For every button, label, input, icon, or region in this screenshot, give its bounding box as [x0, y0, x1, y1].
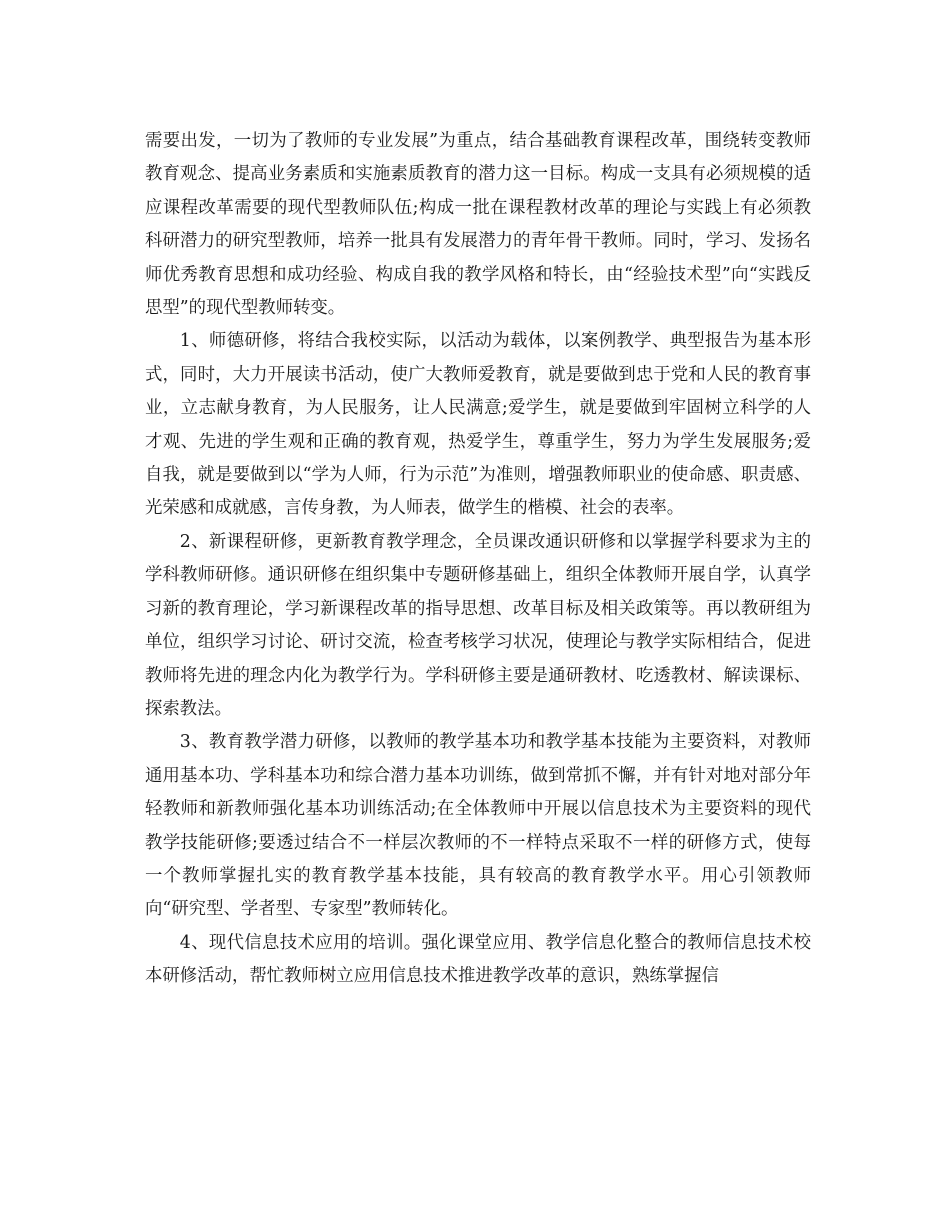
paragraph-item-3: 3、教育教学潜力研修，以教师的教学基本功和教学基本技能为主要资料，对教师通用基本功、学科基本功和综合潜力基本功训练，做到常抓不懈，并有针对地对部分年轻教师和新教师强化基本功训练活动;在全体教师中开展以信息技术为主要资料的现代教学技能研修;要透过结合不一样层次教师的不一样特点采取不一样的研修方式，使每一个教师掌握扎实的教育教学基本技能，具有较高的教育教学水平。用心引领教师向“研究型、学者型、专家型”教师转化。	[145, 732, 811, 920]
paragraph-item-1: 1、师德研修，将结合我校实际，以活动为载体，以案例教学、典型报告为基本形式，同时，大力开展读书活动，使广大教师爱教育，就是要做到忠于党和人民的教育事业，立志献身教育，为人民服务，让人民满意;爱学生，就是要做到牢固树立科学的人才观、先进的学生观和正确的教育观，热爱学生，尊重学生，努力为学生发展服务;爱自我，就是要做到以“学为人师，行为示范”为准则，增强教师职业的使命感、职责感、光荣感和成就感，言传身教，为人师表，做学生的楷模、社会的表率。	[145, 331, 811, 519]
document-page	[145, 125, 811, 994]
paragraph-item-4: 4、现代信息技术应用的培训。强化课堂应用、教学信息化整合的教师信息技术校本研修活动，帮忙教师树立应用信息技术推进教学改革的意识，熟练掌握信	[145, 932, 811, 987]
paragraph-item-2: 2、新课程研修，更新教育教学理念，全员课改通识研修和以掌握学科要求为主的学科教师研修。通识研修在组织集中专题研修基础上，组织全体教师开展自学，认真学习新的教育理论，学习新课程改革的指导思想、改革目标及相关政策等。再以教研组为单位，组织学习讨论、研讨交流，检查考核学习状况，使理论与教学实际相结合，促进教师将先进的理念内化为教学行为。学科研修主要是通研教材、吃透教材、解读课标、探索教法。	[145, 531, 811, 719]
paragraph-intro: 需要出发，一切为了教师的专业发展”为重点，结合基础教育课程改革，围绕转变教师教育观念、提高业务素质和实施素质教育的潜力这一目标。构成一支具有必须规模的适应课程改革需要的现代型教师队伍;构成一批在课程教材改革的理论与实践上有必须教科研潜力的研究型教师，培养一批具有发展潜力的青年骨干教师。同时，学习、发扬名师优秀教育思想和成功经验、构成自我的教学风格和特长，由“经验技术型”向“实践反思型”的现代型教师转变。	[145, 131, 811, 319]
